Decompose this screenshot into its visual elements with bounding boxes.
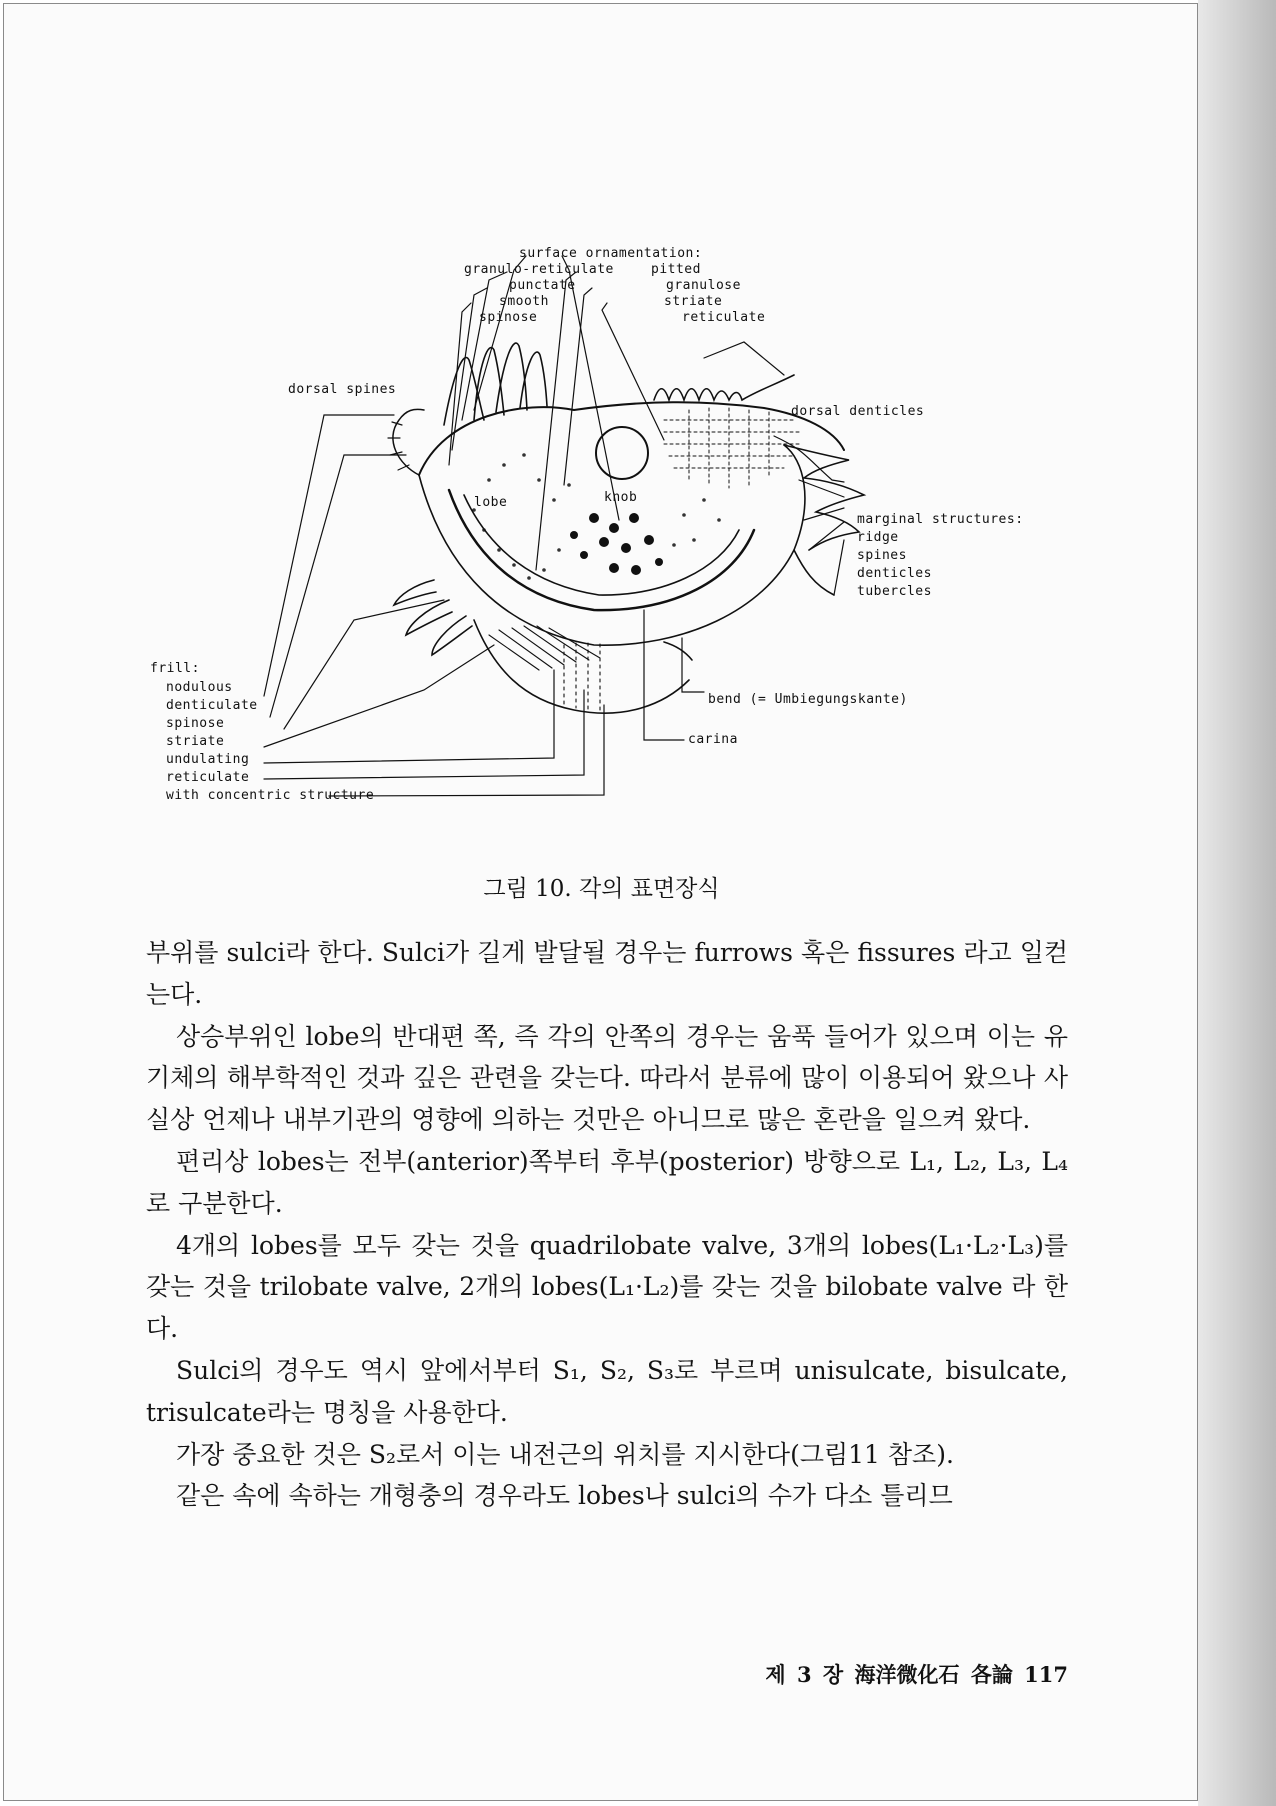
label-lobe: lobe — [474, 495, 508, 510]
paragraph: 4개의 lobes를 모두 갖는 것을 quadrilobate valve, 3개의 lobes(L₁·L₂·L₃)를 갖는 것을 trilobate valve, 2개의 lobes(L₁·L₂)를 갖는 것을 bilobate valve 라 한다. — [146, 1230, 1068, 1344]
label-denticulate: denticulate — [166, 698, 258, 713]
label-spinose-surface: spinose — [479, 310, 538, 325]
label-nodulous: nodulous — [166, 680, 233, 695]
paragraph: Sulci의 경우도 역시 앞에서부터 S₁, S₂, S₃로 부르며 unisulcate, bisulcate, trisulcate라는 명칭을 사용한다. — [146, 1355, 1068, 1427]
label-striate-surface: striate — [664, 294, 723, 309]
label-punctate: punctate — [509, 278, 576, 293]
label-knob: knob — [604, 490, 638, 505]
label-undulating: undulating — [166, 752, 250, 767]
label-ridge: ridge — [857, 530, 899, 545]
label-striate-frill: striate — [166, 734, 225, 749]
paragraph: 부위를 sulci라 한다. Sulci가 길게 발달될 경우는 furrows 혹은 fissures 라고 일컫는다. — [146, 938, 1068, 1009]
label-denticles: denticles — [857, 566, 932, 581]
paragraph: 상승부위인 lobe의 반대편 쪽, 즉 각의 안쪽의 경우는 움푹 들어가 있으며 이는 유기체의 해부학적인 것과 깊은 관련을 갖는다. 따라서 분류에 많이 이용되어 왔으나 사실상 언제나 내부기관의 영향에 의하는 것만은 아니므로 많은 혼란을 일으켜 왔다. — [146, 1021, 1068, 1135]
label-bend: bend (= Umbiegungskante) — [708, 692, 908, 707]
footer-chapter: 제 3 장 — [765, 1662, 844, 1687]
paragraph: 같은 속에 속하는 개형충의 경우라도 lobes나 sulci의 수가 다소 틀리므 — [176, 1481, 953, 1511]
paragraph: 편리상 lobes는 전부(anterior)쪽부터 후부(posterior) 방향으로 L₁, L₂, L₃, L₄로 구분한다. — [146, 1146, 1068, 1218]
label-dorsal-denticles: dorsal denticles — [791, 404, 925, 419]
label-concentric-structure: with concentric structure — [166, 788, 375, 803]
label-granulo-reticulate: granulo-reticulate — [464, 262, 614, 277]
label-frill: frill: — [150, 661, 200, 676]
label-spines: spines — [857, 548, 907, 563]
surface-ornamentation-figure — [144, 246, 1024, 830]
figure-caption: 그림 10. 각의 표면장식 — [483, 876, 720, 902]
label-reticulate-frill: reticulate — [166, 770, 250, 785]
label-surface-ornamentation: surface ornamentation: — [519, 246, 703, 261]
label-dorsal-spines: dorsal spines — [288, 382, 397, 397]
label-tubercles: tubercles — [857, 584, 932, 599]
label-pitted: pitted — [651, 262, 701, 277]
page-number: 117 — [1024, 1662, 1068, 1687]
label-marginal-structures: marginal structures: — [857, 512, 1024, 527]
label-reticulate-surface: reticulate — [682, 310, 766, 325]
label-smooth: smooth — [499, 294, 549, 309]
page-edge — [1198, 0, 1276, 1806]
body-text — [146, 932, 1068, 1517]
book-page — [3, 3, 1198, 1801]
footer-title: 海洋微化石 各論 — [854, 1662, 1013, 1687]
label-spinose-frill: spinose — [166, 716, 225, 731]
page-footer — [604, 1659, 1068, 1689]
label-carina: carina — [688, 732, 738, 747]
label-granulose: granulose — [666, 278, 741, 293]
paragraph: 가장 중요한 것은 S₂로서 이는 내전근의 위치를 지시한다(그림11 참조). — [176, 1439, 954, 1469]
